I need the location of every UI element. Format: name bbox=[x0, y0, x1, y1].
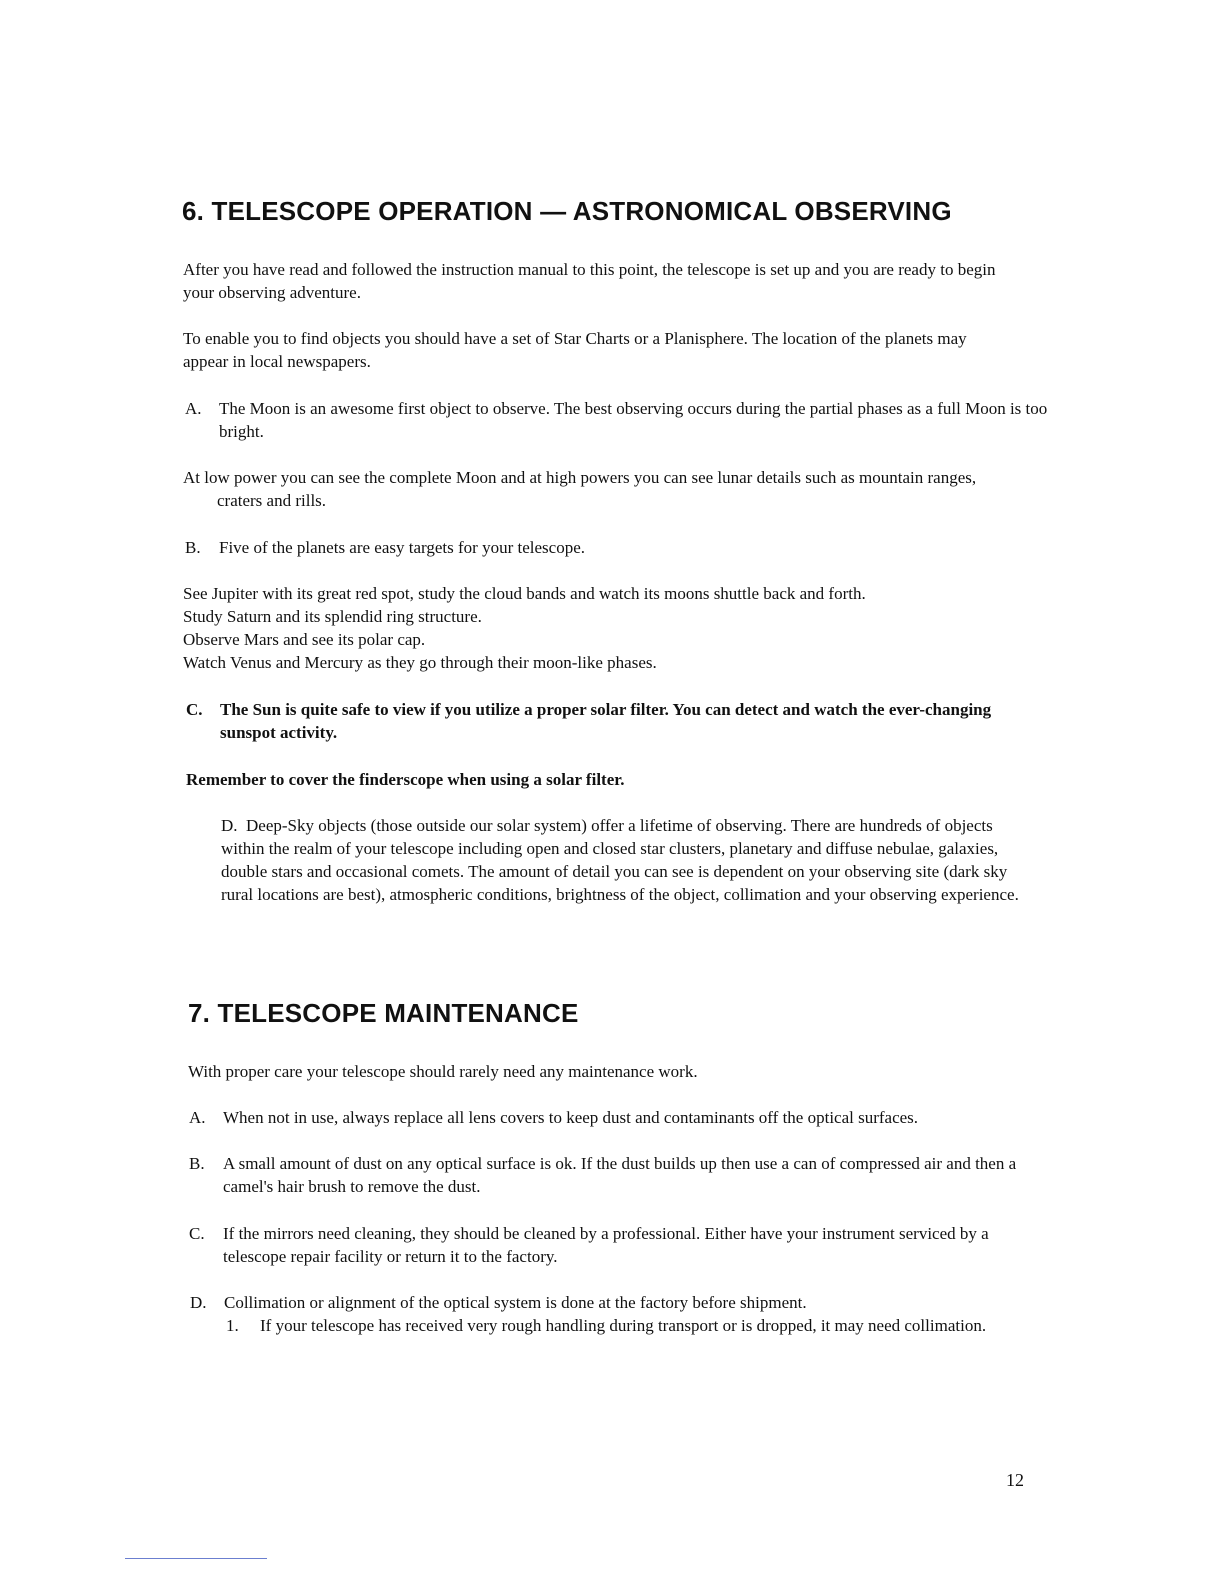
list-item-7d-1 bbox=[226, 1314, 1050, 1337]
section-7-intro: With proper care your telescope should rarely need any maintenance work. bbox=[188, 1062, 698, 1081]
list-label: A. bbox=[189, 1108, 206, 1127]
list-item-6c bbox=[186, 698, 1050, 744]
list-item-7d bbox=[190, 1291, 1054, 1314]
list-label: C. bbox=[189, 1224, 205, 1243]
footer-rule bbox=[125, 1558, 267, 1559]
section-6-intro-2: To enable you to find objects you should have a set of Star Charts or a Planisphere. The location of the planets may appear in local newspapers. bbox=[183, 329, 967, 371]
list-text: If your telescope has received very rough handling during transport or is dropped, it may need collimation. bbox=[260, 1316, 987, 1335]
list-text: A small amount of dust on any optical surface is ok. If the dust builds up then use a can of compressed air and then a camel's hair brush to remove the dust. bbox=[223, 1154, 1017, 1196]
list-text: Deep-Sky objects (those outside our solar system) offer a lifetime of observing. There are hundreds of objects within the realm of your telescope including open and closed star clusters, planetary and diffuse nebulae, galaxies, double stars and occasional comets. The amount of detail you can see is dependent on your observing site (dark sky rural locations are best), atmospheric conditions, brightness of the object, collimation and your observing experience. bbox=[221, 816, 1019, 904]
planet-line-1: See Jupiter with its great red spot, study the cloud bands and watch its moons shuttle back and forth. bbox=[183, 584, 866, 603]
planet-line-3: Observe Mars and see its polar cap. bbox=[183, 630, 426, 649]
section-6-intro-1: After you have read and followed the instruction manual to this point, the telescope is set up and you are ready to begin your observing adventure. bbox=[183, 260, 996, 302]
section-6-title: 6. TELESCOPE OPERATION — ASTRONOMICAL OBSERVING bbox=[182, 196, 952, 226]
list-text: If the mirrors need cleaning, they should be cleaned by a professional. Either have your instrument serviced by a telescope repair facility or return it to the factory. bbox=[223, 1224, 989, 1266]
list-label: B. bbox=[189, 1154, 205, 1173]
list-text: Five of the planets are easy targets for your telescope. bbox=[219, 538, 585, 557]
list-label: D. bbox=[190, 1293, 207, 1312]
list-item-6d bbox=[221, 814, 1021, 906]
planet-line-2: Study Saturn and its splendid ring structure. bbox=[183, 607, 482, 626]
list-text: The Sun is quite safe to view if you utilize a proper solar filter. You can detect and watch the ever-changing sunspot activity. bbox=[220, 700, 992, 742]
list-item-7c bbox=[189, 1222, 1053, 1268]
planet-line-4: Watch Venus and Mercury as they go through their moon-like phases. bbox=[183, 653, 657, 672]
list-text: Collimation or alignment of the optical system is done at the factory before shipment. bbox=[224, 1293, 807, 1312]
list-label: B. bbox=[185, 538, 201, 557]
solar-filter-warning: Remember to cover the finderscope when using a solar filter. bbox=[186, 770, 625, 789]
page-number: 12 bbox=[1006, 1470, 1024, 1490]
list-label: D. bbox=[221, 816, 238, 835]
list-item-6b bbox=[185, 536, 1049, 559]
list-item-7a bbox=[189, 1106, 1063, 1129]
moon-detail: At low power you can see the complete Moon and at high powers you can see lunar details such as mountain ranges, craters and rills. bbox=[183, 468, 977, 510]
list-item-7b bbox=[189, 1152, 1053, 1198]
list-label: A. bbox=[185, 399, 202, 418]
section-7-title: 7. TELESCOPE MAINTENANCE bbox=[188, 998, 579, 1028]
list-label: C. bbox=[186, 700, 203, 719]
list-text: When not in use, always replace all lens covers to keep dust and contaminants off the optical surfaces. bbox=[223, 1108, 919, 1127]
list-item-6a bbox=[185, 397, 1049, 443]
list-text: The Moon is an awesome first object to observe. The best observing occurs during the partial phases as a full Moon is too bright. bbox=[219, 399, 1048, 441]
list-label: 1. bbox=[226, 1316, 239, 1335]
